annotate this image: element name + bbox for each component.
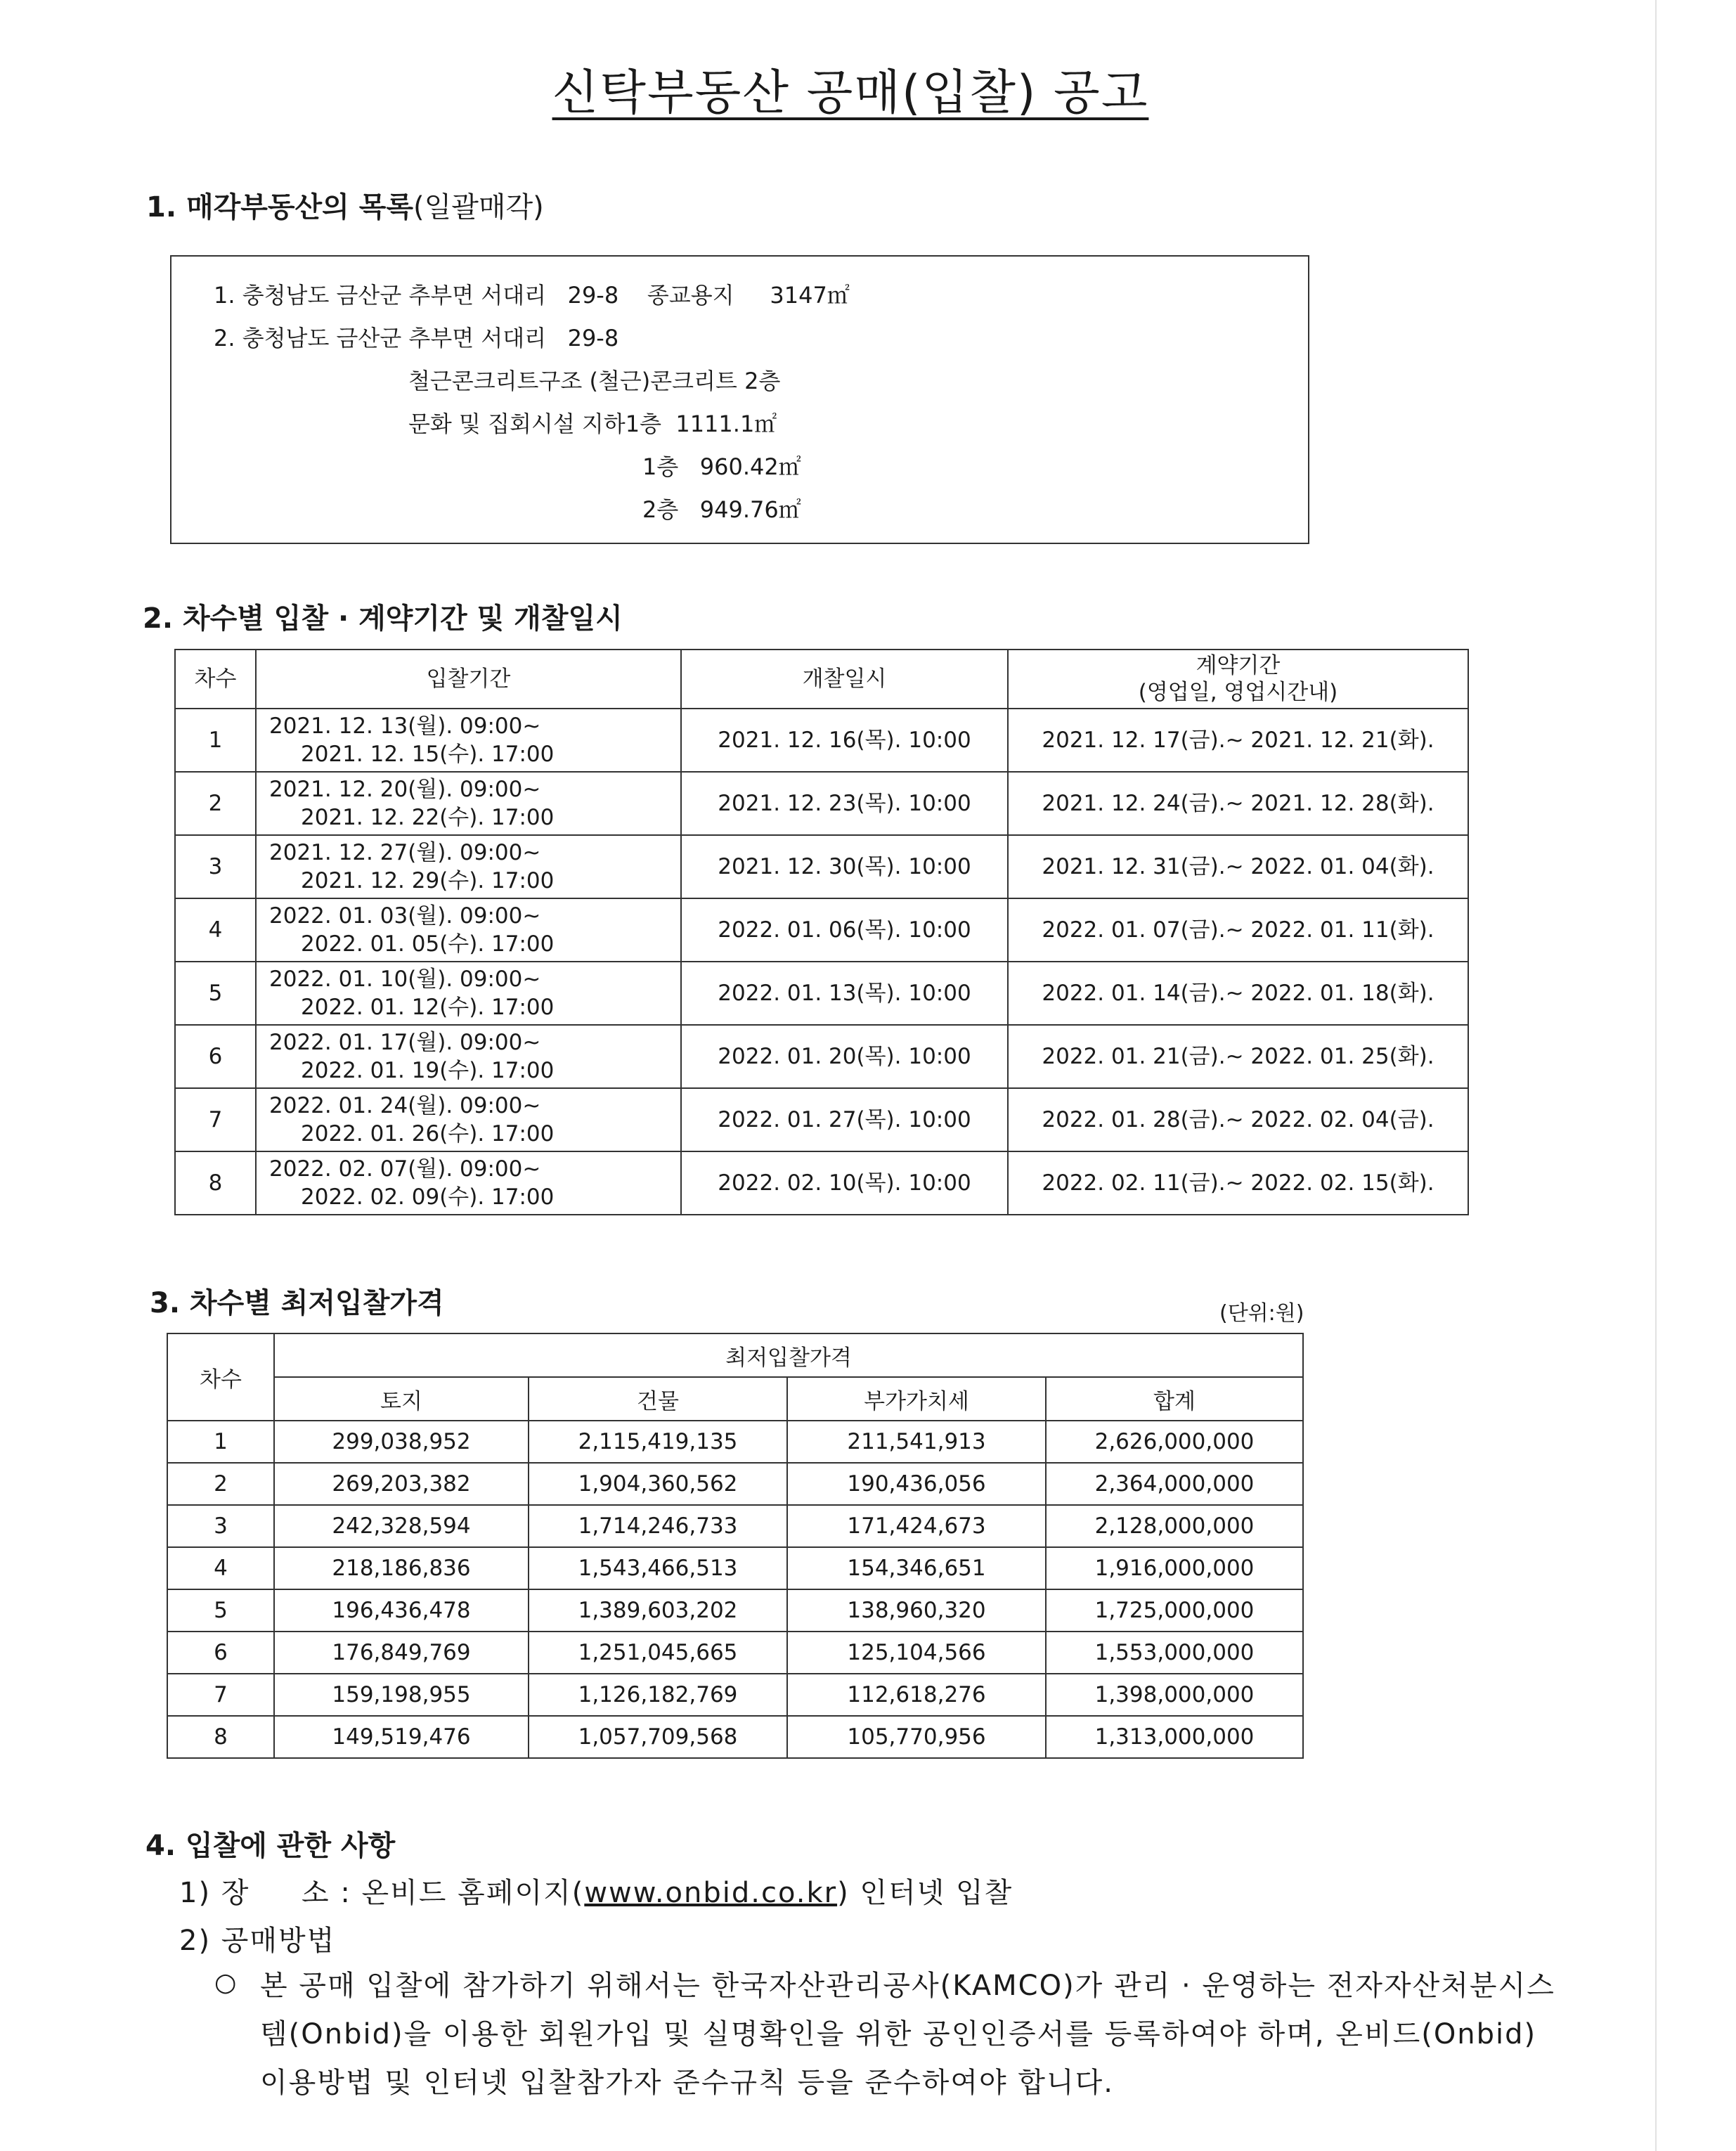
unit-note: (단위:원): [1219, 1301, 1304, 1326]
table-row: [167, 1505, 1303, 1547]
cell-land: 218,186,836: [274, 1547, 529, 1589]
section1-heading-main: 1. 매각부동산의 목록: [146, 191, 413, 224]
cell-total: 1,313,000,000: [1046, 1716, 1303, 1758]
table-row: [167, 1463, 1303, 1505]
cell-vat: 125,104,566: [787, 1632, 1046, 1674]
cell-contract: 2022. 02. 11(금).~ 2022. 02. 15(화).: [1008, 1151, 1468, 1215]
section3-heading: 3. 차수별 최저입찰가격: [150, 1287, 444, 1319]
cell-contract: 2021. 12. 31(금).~ 2022. 01. 04(화).: [1008, 835, 1468, 898]
cell-total: 2,626,000,000: [1046, 1421, 1303, 1463]
table-row: [167, 1716, 1303, 1758]
cell-round: 5: [167, 1589, 274, 1632]
col-header-land: 토지: [274, 1377, 529, 1421]
cell-round: 4: [167, 1547, 274, 1589]
section2-heading: 2. 차수별 입찰 · 계약기간 및 개찰일시: [143, 602, 623, 635]
cell-vat: 154,346,651: [787, 1547, 1046, 1589]
cell-contract: 2022. 01. 07(금).~ 2022. 01. 11(화).: [1008, 898, 1468, 962]
col-header-total: 합계: [1046, 1377, 1303, 1421]
cell-round: 2: [167, 1463, 274, 1505]
cell-total: 1,916,000,000: [1046, 1547, 1303, 1589]
cell-round: 6: [175, 1025, 256, 1088]
property-line: 2. 충청남도 금산군 추부면 서대리 29-8: [214, 325, 619, 351]
col-header-vat: 부가가치세: [787, 1377, 1046, 1421]
cell-land: 269,203,382: [274, 1463, 529, 1505]
cell-land: 242,328,594: [274, 1505, 529, 1547]
bullet-icon: ○: [214, 1968, 237, 1997]
cell-building: 1,126,182,769: [529, 1674, 787, 1716]
cell-opening: 2022. 01. 06(목). 10:00: [681, 898, 1008, 962]
bid-end: 2022. 02. 09(수). 17:00: [301, 1184, 555, 1210]
cell-vat: 211,541,913: [787, 1421, 1046, 1463]
cell-building: 2,115,419,135: [529, 1421, 787, 1463]
cell-contract: 2021. 12. 24(금).~ 2021. 12. 28(화).: [1008, 772, 1468, 835]
col-header-round: 차수: [175, 650, 256, 709]
bid-end: 2021. 12. 29(수). 17:00: [301, 868, 555, 893]
col-header-contract: [1008, 650, 1468, 709]
cell-round: 4: [175, 898, 256, 962]
bid-start: 2022. 01. 03(월). 09:00~: [269, 903, 541, 929]
cell-building: 1,251,045,665: [529, 1632, 787, 1674]
cell-opening: 2022. 01. 13(목). 10:00: [681, 962, 1008, 1025]
col-header-opening: 개찰일시: [681, 650, 1008, 709]
table-row: [175, 898, 1468, 962]
cell-bid-period: [256, 835, 681, 898]
cell-total: 2,128,000,000: [1046, 1505, 1303, 1547]
cell-round: 2: [175, 772, 256, 835]
cell-round: 5: [175, 962, 256, 1025]
cell-bid-period: [256, 962, 681, 1025]
bid-start: 2022. 01. 24(월). 09:00~: [269, 1093, 541, 1118]
cell-total: 1,725,000,000: [1046, 1589, 1303, 1632]
cell-opening: 2022. 01. 27(목). 10:00: [681, 1088, 1008, 1151]
auction-method-text: 본 공매 입찰에 참가하기 위해서는 한국자산관리공사(KAMCO)가 관리 · 운영하는 전자자산처분시스템(Onbid)을 이용한 회원가입 및 실명확인을 위한 공인인증서를 등록하여야 하며, 온비드(Onbid) 이용방법 및 인터넷 입찰참가자 준수규칙 등을 준수하여야 합니다.: [260, 1970, 1555, 2099]
section1-heading-suffix: (일괄매각): [413, 191, 544, 224]
table-row: [175, 835, 1468, 898]
cell-land: 299,038,952: [274, 1421, 529, 1463]
contract-header-label: 계약기간: [1196, 653, 1281, 678]
cell-opening: 2021. 12. 23(목). 10:00: [681, 772, 1008, 835]
cell-round: 3: [167, 1505, 274, 1547]
cell-round: 3: [175, 835, 256, 898]
section1-heading: [146, 185, 544, 225]
cell-round: 1: [167, 1421, 274, 1463]
bid-start: 2022. 02. 07(월). 09:00~: [269, 1156, 541, 1182]
property-line: 2층 949.76㎡: [642, 496, 801, 523]
table-row: [175, 1151, 1468, 1215]
cell-opening: 2021. 12. 16(목). 10:00: [681, 709, 1008, 772]
table-header-row: [175, 650, 1468, 709]
table-row: [175, 1025, 1468, 1088]
table-row: [175, 709, 1468, 772]
cell-vat: 171,424,673: [787, 1505, 1046, 1547]
min-price-table: [167, 1333, 1304, 1759]
bid-start: 2022. 01. 10(월). 09:00~: [269, 967, 541, 992]
cell-contract: 2022. 01. 21(금).~ 2022. 01. 25(화).: [1008, 1025, 1468, 1088]
table-row: [167, 1674, 1303, 1716]
property-line: 문화 및 집회시설 지하1층 1111.1㎡: [408, 411, 777, 437]
cell-total: 1,553,000,000: [1046, 1632, 1303, 1674]
bid-end: 2021. 12. 15(수). 17:00: [301, 742, 555, 767]
cell-vat: 190,436,056: [787, 1463, 1046, 1505]
document-title: 신탁부동산 공매(입찰) 공고: [552, 65, 1149, 121]
table-row: [167, 1632, 1303, 1674]
section4-heading: 4. 입찰에 관한 사항: [145, 1830, 396, 1862]
cell-land: 149,519,476: [274, 1716, 529, 1758]
cell-vat: 112,618,276: [787, 1674, 1046, 1716]
cell-building: 1,904,360,562: [529, 1463, 787, 1505]
cell-building: 1,057,709,568: [529, 1716, 787, 1758]
cell-round: 7: [175, 1088, 256, 1151]
bid-end: 2021. 12. 22(수). 17:00: [301, 805, 555, 830]
col-header-group: 최저입찰가격: [274, 1333, 1303, 1377]
cell-round: 6: [167, 1632, 274, 1674]
auction-method-label: 2) 공매방법: [179, 1925, 336, 1957]
cell-opening: 2021. 12. 30(목). 10:00: [681, 835, 1008, 898]
table-row: [175, 1088, 1468, 1151]
cell-contract: 2022. 01. 28(금).~ 2022. 02. 04(금).: [1008, 1088, 1468, 1151]
cell-bid-period: [256, 1151, 681, 1215]
cell-bid-period: [256, 1088, 681, 1151]
contract-header-note: (영업일, 영업시간내): [1138, 680, 1338, 705]
cell-vat: 105,770,956: [787, 1716, 1046, 1758]
bid-end: 2022. 01. 19(수). 17:00: [301, 1058, 555, 1083]
table-subheader-row: [167, 1377, 1303, 1421]
table-row: [175, 772, 1468, 835]
cell-contract: 2022. 01. 14(금).~ 2022. 01. 18(화).: [1008, 962, 1468, 1025]
cell-round: 1: [175, 709, 256, 772]
cell-building: 1,543,466,513: [529, 1547, 787, 1589]
property-list-box: [170, 255, 1309, 544]
table-row: [167, 1589, 1303, 1632]
bid-place-prefix: 1) 장 소 : 온비드 홈페이지(: [179, 1877, 585, 1909]
col-header-bid-period: 입찰기간: [256, 650, 681, 709]
cell-building: 1,714,246,733: [529, 1505, 787, 1547]
bid-start: 2021. 12. 20(월). 09:00~: [269, 777, 541, 802]
onbid-link[interactable]: www.onbid.co.kr: [584, 1877, 838, 1909]
col-header-building: 건물: [529, 1377, 787, 1421]
table-row: [167, 1421, 1303, 1463]
property-line: 1층 960.42㎡: [642, 453, 801, 480]
bid-start: 2022. 01. 17(월). 09:00~: [269, 1030, 541, 1055]
cell-land: 196,436,478: [274, 1589, 529, 1632]
bid-place-line: [179, 1871, 1013, 1911]
cell-land: 159,198,955: [274, 1674, 529, 1716]
bid-start: 2021. 12. 13(월). 09:00~: [269, 713, 541, 739]
property-line: 철근콘크리트구조 (철근)콘크리트 2층: [408, 368, 781, 394]
bid-schedule-table: [174, 649, 1469, 1215]
cell-bid-period: [256, 772, 681, 835]
cell-land: 176,849,769: [274, 1632, 529, 1674]
cell-bid-period: [256, 709, 681, 772]
cell-round: 7: [167, 1674, 274, 1716]
table-row: [167, 1547, 1303, 1589]
cell-bid-period: [256, 898, 681, 962]
cell-opening: 2022. 02. 10(목). 10:00: [681, 1151, 1008, 1215]
bid-end: 2022. 01. 26(수). 17:00: [301, 1121, 555, 1146]
cell-total: 1,398,000,000: [1046, 1674, 1303, 1716]
cell-contract: 2021. 12. 17(금).~ 2021. 12. 21(화).: [1008, 709, 1468, 772]
bid-end: 2022. 01. 05(수). 17:00: [301, 931, 555, 957]
cell-vat: 138,960,320: [787, 1589, 1046, 1632]
cell-round: 8: [175, 1151, 256, 1215]
bid-start: 2021. 12. 27(월). 09:00~: [269, 840, 541, 865]
property-line: 1. 충청남도 금산군 추부면 서대리 29-8 종교용지 3147㎡: [214, 282, 850, 309]
table-row: [175, 962, 1468, 1025]
cell-opening: 2022. 01. 20(목). 10:00: [681, 1025, 1008, 1088]
bid-end: 2022. 01. 12(수). 17:00: [301, 995, 555, 1020]
page-edge-shadow: [1655, 0, 1657, 2151]
cell-total: 2,364,000,000: [1046, 1463, 1303, 1505]
table-header-row: [167, 1333, 1303, 1377]
col-header-round: 차수: [167, 1333, 274, 1421]
cell-round: 8: [167, 1716, 274, 1758]
cell-bid-period: [256, 1025, 681, 1088]
bid-place-suffix: ) 인터넷 입찰: [837, 1877, 1013, 1909]
cell-building: 1,389,603,202: [529, 1589, 787, 1632]
